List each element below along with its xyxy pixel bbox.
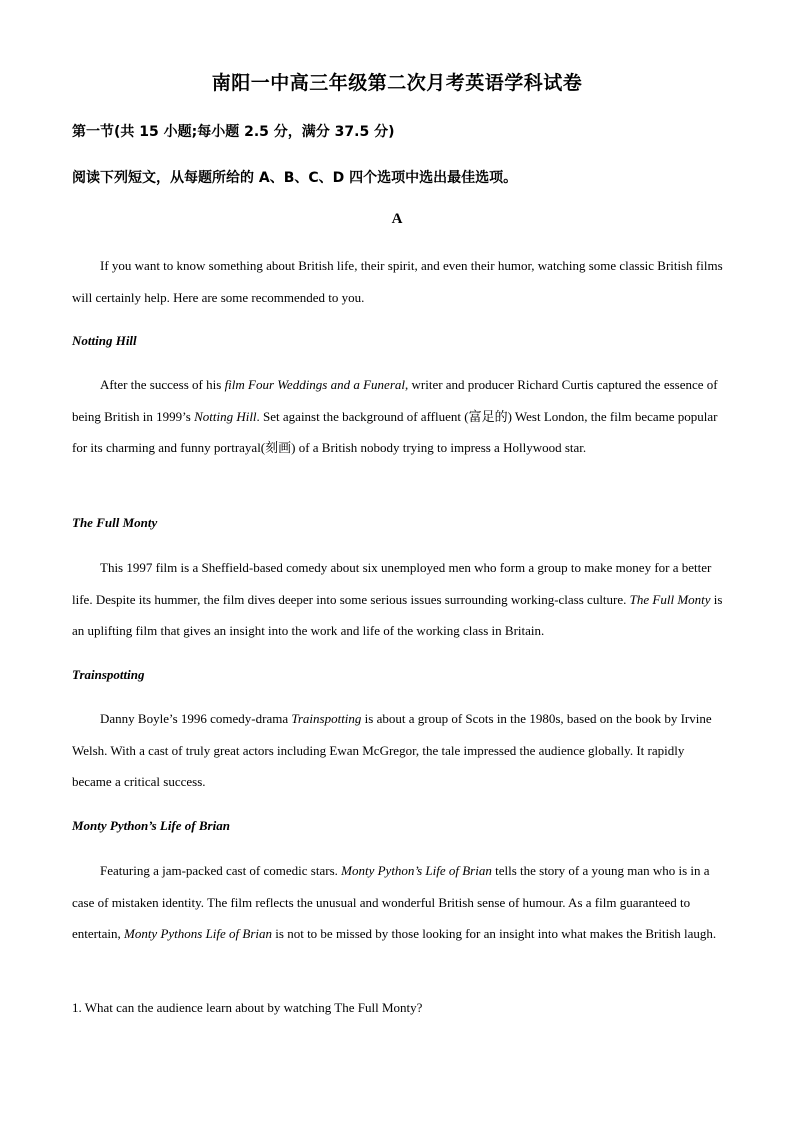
text-run: , writer and producer Richard Curtis captured the essence of being British in 1999’s — [72, 377, 718, 424]
film-title-italic: Trainspotting — [291, 711, 362, 726]
exam-title: 南阳一中高三年级第二次月考英语学科试卷 — [211, 72, 583, 94]
film-heading-trainspotting: Trainspotting — [72, 667, 145, 682]
film-title-italic: Monty Python’s Life of Brian — [341, 863, 492, 878]
film-paragraph-life-of-brian — [72, 855, 727, 950]
film-title-italic: Monty Pythons Life of Brian — [123, 926, 273, 941]
film-title-italic: Notting Hill — [194, 408, 257, 424]
film-paragraph-trainspotting — [72, 703, 727, 798]
text-run: is about a group of Scots in the 1980s, based on the book by Irvine Welsh. With a cast of truly great actors including Ewan McGregor, the tale impressed the audience globally. It rapidly became a critical success. — [72, 711, 712, 789]
text-run: Featuring a jam-packed cast of comedic stars. — [100, 863, 342, 878]
text-run: tells the story of a young man who is in a case of mistaken identity. The film reflects the unusual and wonderful British sense of humour. As a film guaranteed to entertain, — [72, 863, 710, 941]
film-heading-notting-hill: Notting Hill — [72, 333, 137, 348]
text-run: After the success of his — [100, 377, 225, 392]
section-heading: 第一节(共 15 小题;每小题 2.5 分，满分 37.5 分) — [72, 124, 395, 140]
text-run: Danny Boyle’s 1996 comedy-drama — [100, 711, 292, 726]
text-run: . Set against the background of affluent (富足的) West London, the film became popular for its charming and funny portrayal(刻画) of a British nobody trying to impress a Hollywood star. — [72, 408, 718, 455]
film-title-italic: The Full Monty — [629, 591, 711, 607]
film-paragraph-full-monty — [72, 552, 727, 647]
film-paragraph-notting-hill — [72, 369, 727, 464]
text-run: is an uplifting film that gives an insight into the work and life of the working class in Britain. — [72, 591, 723, 638]
text-run: This 1997 film is a Sheffield-based comedy about six unemployed men who form a group to make money for a better life. Despite its hummer, the film dives deeper into some serious issues surrounding working-class culture. — [72, 560, 712, 607]
film-heading-full-monty: The Full Monty — [72, 515, 158, 530]
instructions: 阅读下列短文，从每题所给的 A、B、C、D 四个选项中选出最佳选项。 — [72, 170, 518, 186]
film-title-italic: film Four Weddings and a Funeral — [224, 377, 405, 392]
text-run: is not to be missed by those looking for an insight into what makes the British laugh. — [272, 926, 717, 941]
question-1: 1. What can the audience learn about by watching The Full Monty? — [72, 1000, 423, 1015]
passage-letter: A — [391, 211, 403, 227]
intro-paragraph: If you want to know something about British life, their spirit, and even their humor, watching some classic British films will certainly help. Here are some recommended to you. — [72, 258, 723, 305]
film-heading-life-of-brian: Monty Python’s Life of Brian — [72, 818, 230, 833]
